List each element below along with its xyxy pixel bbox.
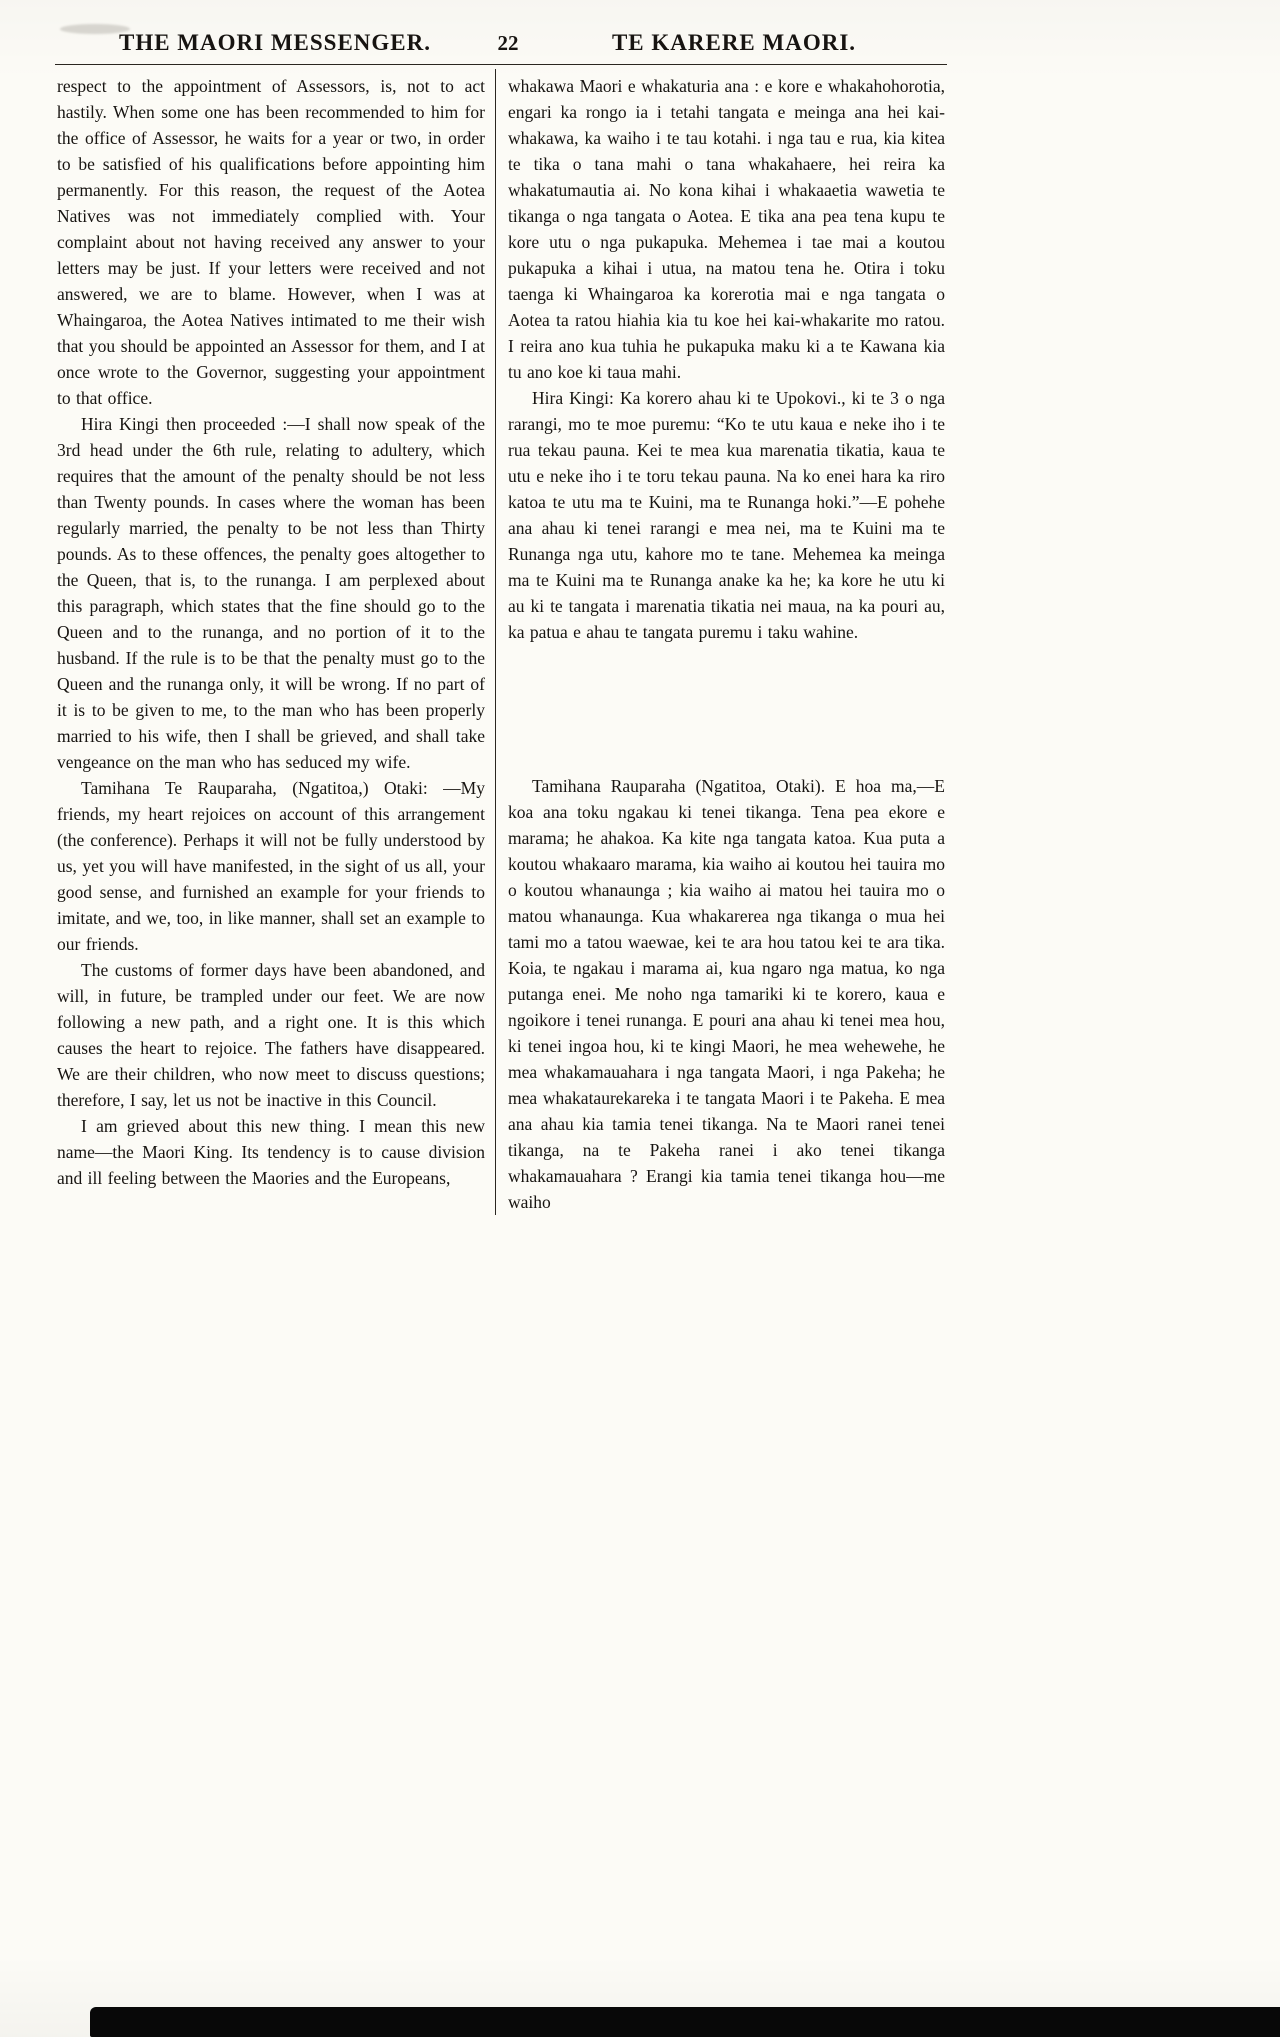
- maori-paragraph-2: Hira Kingi: Ka korero ahau ki te Upokovi., ki te 3 o nga rarangi, mo te moe puremu: “Ko te utu kaua e neke iho i te rua tekau pauna. Kei te mea kua marenatia tikatia, kaua te utu e neke iho i te toru tekau pauna. Na ko enei hara ka riro katoa te utu ma te Kuini, ma te Runanga hoki.”—E pohehe ana ahau ki tenei rarangi e mea nei, ma te Kuini ma te Runanga nga utu, kahore mo te tane. Mehemea ka meinga ma te Kuini ma te Runanga anake ka he; ka kore he utu ki au ki te tangata i marenatia tikatia nei maua, na ka pouri au, ka patua e ahau te tangata puremu i taku wahine.: [508, 388, 945, 642]
- masthead-left-title: THE MAORI MESSENGER.: [118, 30, 431, 55]
- maori-paragraph-1: whakawa Maori e whakaturia ana : e kore e whakahohorotia, engari ka rongo ia i tetahi tangata e meinga ana hei kai-whakawa, ka waiho i te tau kotahi. i nga tau e rua, kia kitea te tika o tana mahi o tana whakahaere, hei reira ka whakatumautia ai. No kona kihai i whakaaetia wawetia te tikanga o nga tangata o Aotea. E tika ana pea tena kupu te kore utu o nga pukapuka. Mehemea i tae mai a koutou pukapuka a kihai i utua, na matou tena he. Otira i toku taenga ki Whaingaroa ka korerotia mai e nga tangata o Aotea ta ratou hiahia kia tu koe hei kai-whakarite mo ratou. I reira ano kua tuhia he pukapuka maku ki a te Kawana kia tu ano koe ki taua mahi.: [508, 76, 945, 382]
- page-number: 22: [497, 31, 519, 55]
- english-paragraph-1: respect to the appointment of Assessors, is, not to act hastily. When some one has been recommended to him for the office of Assessor, he waits for a year or two, in order to be satisfied of his qualifications before appointing him permanently. For this reason, the request of the Aotea Natives was not immediately complied with. Your complaint about not having received any answer to your letters may be just. If your letters were received and not answered, we are to blame. However, when I was at Whaingaroa, the Aotea Natives intimated to me their wish that you should be appointed an Assessor for them, and I at once wrote to the Governor, suggesting your appointment to that office.: [57, 76, 485, 408]
- english-paragraph-3: Tamihana Te Rauparaha, (Ngatitoa,) Otaki: —My friends, my heart rejoices on account of this arrangement (the conference). Perhaps it will not be fully understood by us, yet you will have manifested, in the sight of us all, your good sense, and furnished an example for your friends to imitate, and we, too, in like manner, shall set an example to our friends.: [57, 778, 485, 954]
- maori-column: [496, 69, 947, 1215]
- masthead: [0, 0, 947, 64]
- english-column: [55, 69, 495, 1215]
- scan-smudge-artifact: [60, 24, 130, 34]
- english-paragraph-4: The customs of former days have been abandoned, and will, in future, be trampled under our feet. We are now following a new path, and a right one. It is this which causes the heart to rejoice. The fathers have disappeared. We are their children, who now meet to discuss questions; therefore, I say, let us not be inactive in this Council.: [57, 960, 485, 1110]
- masthead-right-title: TE KARERE MAORI.: [611, 30, 857, 55]
- english-paragraph-5: I am grieved about this new thing. I mean this new name—the Maori King. Its tendency is to cause division and ill feeling between the Maories and the Europeans,: [57, 1116, 485, 1188]
- article-columns: [55, 69, 947, 1215]
- maori-paragraph-3: Tamihana Rauparaha (Ngatitoa, Otaki). E hoa ma,—E koa ana toku ngakau ki tenei tikanga. Tena pea ekore e marama; he ahakoa. Ka kite nga tangata katoa. Kua puta a koutou whakaaro marama, kia waiho ai koutou hei tauira mo o koutou whanaunga ; kia waiho ai matou hei tauira mo o matou whanaunga. Kua whakarerea nga tikanga o mua hei tami mo a tatou waewae, kei te ara hou tatou kei te ara tika. Koia, te ngakau i marama ai, kua ngaro nga matua, ko nga putanga enei. Me noho nga tamariki ki te korero, kaua e ngoikore i tenei runanga. E pouri ana ahau ki tenei mea hou, ki tenei ingoa hou, ki te kingi Maori, he mea wehewehe, he mea whakamauahara i nga tangata Maori, i nga Pakeha; he mea whakataurekareka i te tangata Maori i te Pakeha. E mea ana ahau kia tamia tenei tikanga. Na te Maori ranei tenei tikanga, na te Pakeha ranei i ako tenei tikanga whakamauahara ? Erangi kia tamia tenei tikanga hou—me waiho: [508, 776, 945, 1212]
- scan-artifact-bar: [90, 2007, 1280, 2037]
- english-paragraph-2: Hira Kingi then proceeded :—I shall now speak of the 3rd head under the 6th rule, relating to adultery, which requires that the amount of the penalty should be not less than Twenty pounds. In cases where the woman has been regularly married, the penalty to be not less than Thirty pounds. As to these offences, the penalty goes altogether to the Queen, that is, to the runanga. I am perplexed about this paragraph, which states that the fine should go to the Queen and to the runanga, and no portion of it to the husband. If the rule is to be that the penalty must go to the Queen and the runanga only, it will be wrong. If no part of it is to be given to me, to the man who has been properly married to his wife, then I shall be grieved, and shall take vengeance on the man who has seduced my wife.: [57, 414, 485, 772]
- header-rule: [55, 64, 947, 65]
